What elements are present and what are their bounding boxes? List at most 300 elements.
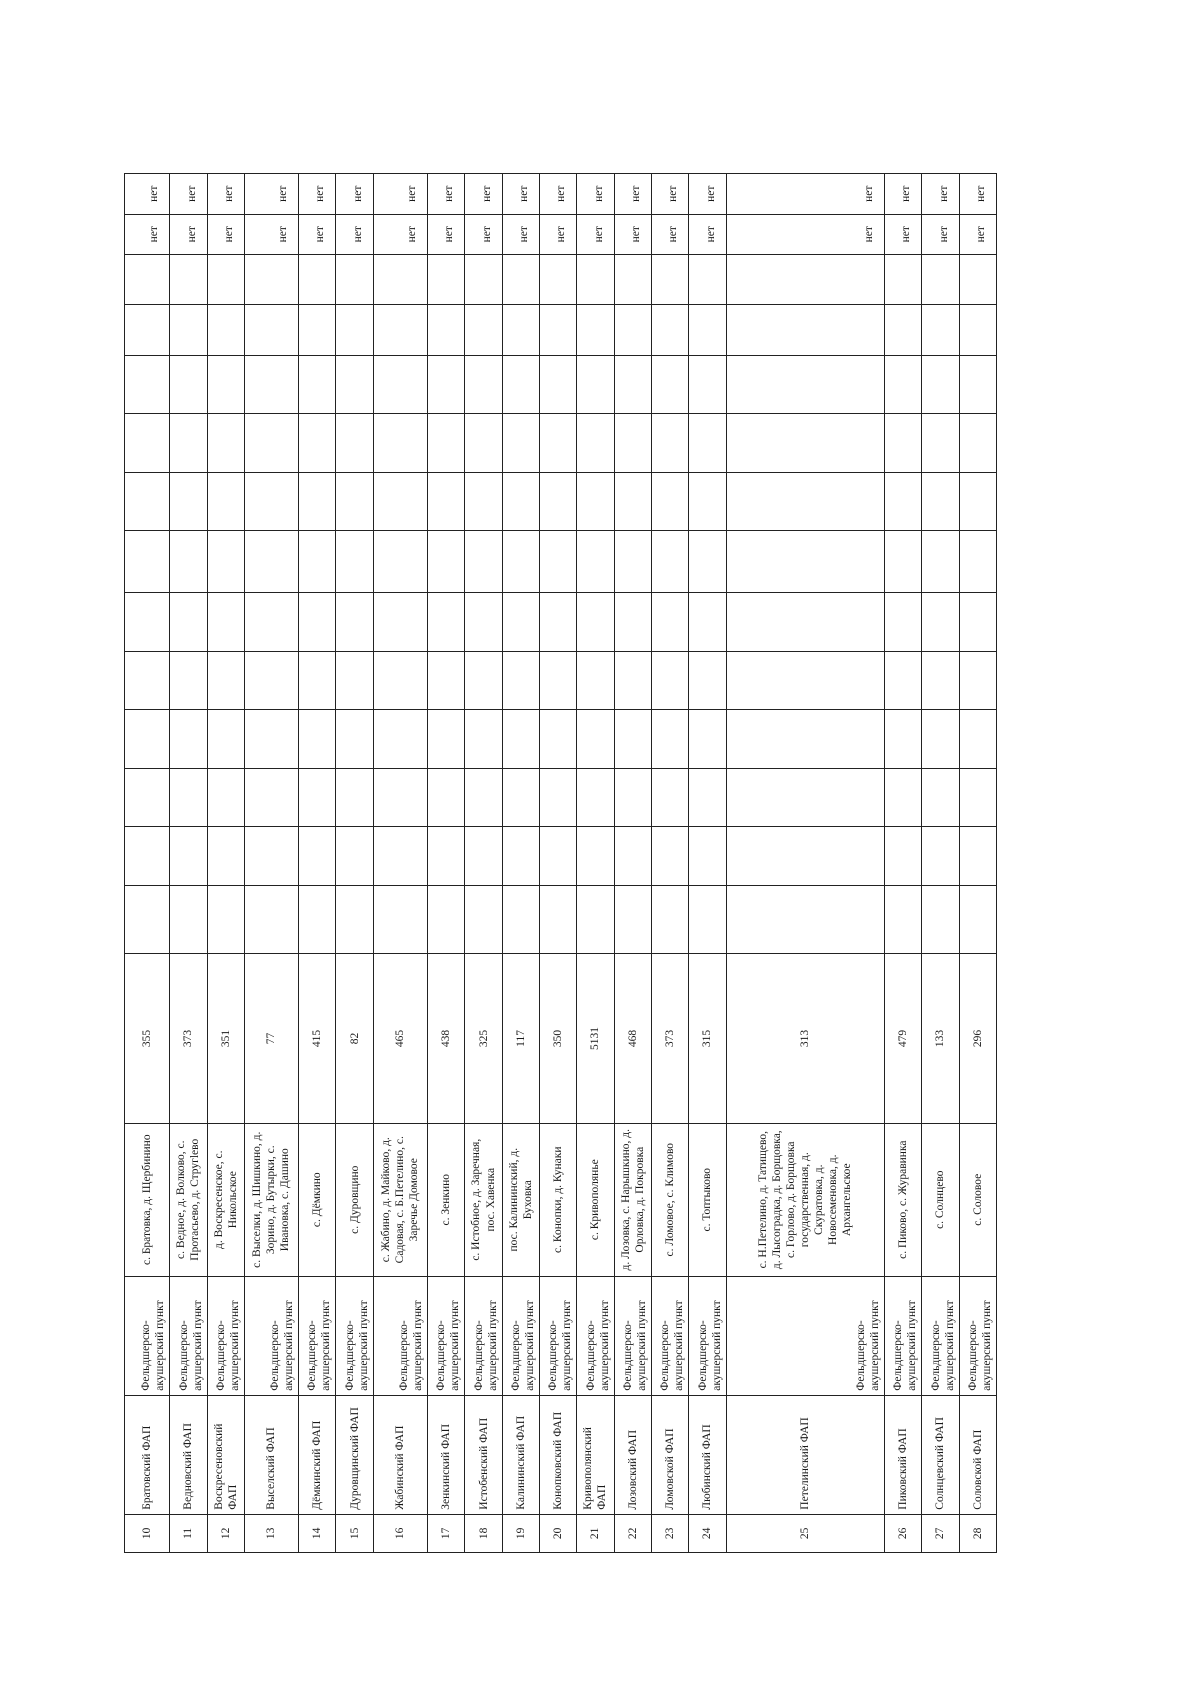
- availability-cell: нет: [373, 174, 427, 215]
- row-number-cell: 15: [336, 1514, 373, 1552]
- empty-cell: [299, 254, 336, 304]
- empty-cell: [726, 651, 884, 709]
- empty-cell: [428, 472, 465, 530]
- empty-cell: [170, 710, 207, 768]
- empty-cell: [465, 885, 502, 954]
- empty-cell: [959, 827, 996, 885]
- empty-cell: [577, 305, 614, 355]
- empty-cell: [125, 254, 170, 304]
- row-number-cell: 19: [502, 1514, 539, 1552]
- empty-cell: [465, 827, 502, 885]
- empty-cell: [689, 414, 726, 472]
- empty-cell: [373, 355, 427, 413]
- row-number-cell: 14: [299, 1514, 336, 1552]
- table-body: [125, 174, 997, 1553]
- empty-cell: [689, 710, 726, 768]
- empty-cell: [336, 768, 373, 826]
- population-cell: 415: [299, 954, 336, 1123]
- availability-cell: нет: [299, 174, 336, 215]
- empty-cell: [540, 768, 577, 826]
- empty-cell: [299, 414, 336, 472]
- empty-cell: [125, 885, 170, 954]
- empty-cell: [299, 472, 336, 530]
- empty-cell: [959, 710, 996, 768]
- availability-cell: нет: [651, 214, 688, 254]
- empty-cell: [922, 885, 959, 954]
- empty-cell: [689, 827, 726, 885]
- table-row: [465, 174, 502, 1553]
- empty-cell: [299, 355, 336, 413]
- empty-cell: [373, 472, 427, 530]
- empty-cell: [614, 827, 651, 885]
- facility-type-cell: Фельдшерско-акушерский пункт: [689, 1276, 726, 1395]
- facility-type-cell: Фельдшерско-акушерский пункт: [884, 1276, 921, 1395]
- empty-cell: [336, 827, 373, 885]
- availability-cell: нет: [299, 214, 336, 254]
- row-number-cell: 27: [922, 1514, 959, 1552]
- empty-cell: [651, 768, 688, 826]
- served-settlements-cell: с. Дуровщино: [336, 1123, 373, 1276]
- facility-name-cell: Пиковский ФАП: [884, 1395, 921, 1514]
- availability-cell: нет: [207, 174, 244, 215]
- empty-cell: [884, 530, 921, 592]
- empty-cell: [577, 472, 614, 530]
- empty-cell: [922, 768, 959, 826]
- empty-cell: [502, 254, 539, 304]
- empty-cell: [502, 710, 539, 768]
- served-settlements-cell: с. Ломовое, с. Климово: [651, 1123, 688, 1276]
- facility-name-cell: Кривополянский ФАП: [577, 1395, 614, 1514]
- served-settlements-cell: с. Конопки, д. Кунаки: [540, 1123, 577, 1276]
- empty-cell: [207, 305, 244, 355]
- empty-cell: [884, 593, 921, 651]
- empty-cell: [244, 414, 298, 472]
- empty-cell: [244, 355, 298, 413]
- row-number-cell: 24: [689, 1514, 726, 1552]
- availability-cell: нет: [125, 214, 170, 254]
- empty-cell: [959, 885, 996, 954]
- empty-cell: [170, 414, 207, 472]
- empty-cell: [502, 593, 539, 651]
- availability-cell: нет: [428, 214, 465, 254]
- empty-cell: [884, 710, 921, 768]
- empty-cell: [465, 710, 502, 768]
- availability-cell: нет: [922, 174, 959, 215]
- table-row: [726, 174, 884, 1553]
- empty-cell: [299, 651, 336, 709]
- empty-cell: [299, 827, 336, 885]
- row-number-cell: 23: [651, 1514, 688, 1552]
- empty-cell: [726, 885, 884, 954]
- empty-cell: [336, 254, 373, 304]
- availability-cell: нет: [689, 214, 726, 254]
- facility-type-cell: Фельдшерско-акушерский пункт: [577, 1276, 614, 1395]
- empty-cell: [922, 254, 959, 304]
- empty-cell: [170, 254, 207, 304]
- empty-cell: [125, 710, 170, 768]
- row-number-cell: 16: [373, 1514, 427, 1552]
- empty-cell: [299, 768, 336, 826]
- facility-type-cell: Фельдшерско-акушерский пункт: [614, 1276, 651, 1395]
- facility-name-cell: Ведновский ФАП: [170, 1395, 207, 1514]
- served-settlements-cell: с. Ведное, д. Волково, с. Протасьево, д. Стругleво: [170, 1123, 207, 1276]
- empty-cell: [577, 768, 614, 826]
- facility-name-cell: Зенкинский ФАП: [428, 1395, 465, 1514]
- empty-cell: [207, 355, 244, 413]
- empty-cell: [428, 593, 465, 651]
- table-row: [170, 174, 207, 1553]
- availability-cell: нет: [884, 214, 921, 254]
- facility-name-cell: Солнцевский ФАП: [922, 1395, 959, 1514]
- empty-cell: [207, 414, 244, 472]
- facility-name-cell: Петелинский ФАП: [726, 1395, 884, 1514]
- table-row: [299, 174, 336, 1553]
- availability-cell: нет: [428, 174, 465, 215]
- table-row: [614, 174, 651, 1553]
- empty-cell: [726, 355, 884, 413]
- facility-type-cell: Фельдшерско-акушерский пункт: [170, 1276, 207, 1395]
- availability-cell: нет: [577, 174, 614, 215]
- empty-cell: [959, 305, 996, 355]
- empty-cell: [465, 254, 502, 304]
- empty-cell: [959, 254, 996, 304]
- empty-cell: [244, 593, 298, 651]
- facility-name-cell: Истобенский ФАП: [465, 1395, 502, 1514]
- empty-cell: [299, 305, 336, 355]
- row-number-cell: 26: [884, 1514, 921, 1552]
- population-cell: 117: [502, 954, 539, 1123]
- facility-type-cell: Фельдшерско-акушерский пункт: [428, 1276, 465, 1395]
- empty-cell: [726, 827, 884, 885]
- empty-cell: [577, 254, 614, 304]
- empty-cell: [959, 414, 996, 472]
- facility-type-cell: Фельдшерско-акушерский пункт: [502, 1276, 539, 1395]
- empty-cell: [428, 254, 465, 304]
- empty-cell: [689, 355, 726, 413]
- availability-cell: нет: [726, 174, 884, 215]
- empty-cell: [170, 305, 207, 355]
- rotated-page-content: [124, 173, 997, 1553]
- empty-cell: [726, 472, 884, 530]
- empty-cell: [726, 414, 884, 472]
- empty-cell: [125, 414, 170, 472]
- empty-cell: [373, 768, 427, 826]
- empty-cell: [125, 305, 170, 355]
- empty-cell: [540, 710, 577, 768]
- empty-cell: [884, 651, 921, 709]
- empty-cell: [170, 651, 207, 709]
- empty-cell: [125, 593, 170, 651]
- empty-cell: [959, 651, 996, 709]
- served-settlements-cell: с. Солнцево: [922, 1123, 959, 1276]
- table-row: [540, 174, 577, 1553]
- empty-cell: [922, 305, 959, 355]
- empty-cell: [540, 593, 577, 651]
- facility-type-cell: Фельдшерско-акушерский пункт: [922, 1276, 959, 1395]
- empty-cell: [540, 530, 577, 592]
- empty-cell: [428, 651, 465, 709]
- facility-type-cell: Фельдшерско-акушерский пункт: [540, 1276, 577, 1395]
- empty-cell: [336, 710, 373, 768]
- empty-cell: [502, 530, 539, 592]
- availability-cell: нет: [540, 214, 577, 254]
- table-row: [373, 174, 427, 1553]
- empty-cell: [959, 593, 996, 651]
- empty-cell: [207, 651, 244, 709]
- row-number-cell: 20: [540, 1514, 577, 1552]
- empty-cell: [170, 530, 207, 592]
- empty-cell: [689, 593, 726, 651]
- empty-cell: [465, 651, 502, 709]
- empty-cell: [336, 414, 373, 472]
- empty-cell: [726, 254, 884, 304]
- empty-cell: [244, 710, 298, 768]
- availability-cell: нет: [502, 174, 539, 215]
- empty-cell: [651, 651, 688, 709]
- empty-cell: [922, 472, 959, 530]
- empty-cell: [373, 651, 427, 709]
- row-number-cell: 25: [726, 1514, 884, 1552]
- facility-type-cell: Фельдшерско-акушерский пункт: [651, 1276, 688, 1395]
- table-row: [125, 174, 170, 1553]
- row-number-cell: 17: [428, 1514, 465, 1552]
- empty-cell: [428, 827, 465, 885]
- served-settlements-cell: с. Зенкино: [428, 1123, 465, 1276]
- table-row: [922, 174, 959, 1553]
- facility-name-cell: Лозовский ФАП: [614, 1395, 651, 1514]
- empty-cell: [125, 530, 170, 592]
- empty-cell: [244, 827, 298, 885]
- empty-cell: [651, 414, 688, 472]
- empty-cell: [922, 593, 959, 651]
- facility-name-cell: Дёмкинский ФАП: [299, 1395, 336, 1514]
- availability-cell: нет: [336, 174, 373, 215]
- empty-cell: [884, 885, 921, 954]
- empty-cell: [614, 254, 651, 304]
- empty-cell: [614, 710, 651, 768]
- empty-cell: [577, 530, 614, 592]
- empty-cell: [465, 305, 502, 355]
- empty-cell: [651, 827, 688, 885]
- population-cell: 77: [244, 954, 298, 1123]
- facility-type-cell: Фельдшерско-акушерский пункт: [244, 1276, 298, 1395]
- empty-cell: [207, 710, 244, 768]
- availability-cell: нет: [614, 174, 651, 215]
- empty-cell: [689, 885, 726, 954]
- population-cell: 479: [884, 954, 921, 1123]
- facility-type-cell: Фельдшерско-акушерский пункт: [373, 1276, 427, 1395]
- facility-name-cell: Конопковский ФАП: [540, 1395, 577, 1514]
- empty-cell: [373, 827, 427, 885]
- empty-cell: [651, 305, 688, 355]
- availability-cell: нет: [502, 214, 539, 254]
- empty-cell: [922, 827, 959, 885]
- empty-cell: [244, 768, 298, 826]
- empty-cell: [540, 827, 577, 885]
- facility-type-cell: Фельдшерско-акушерский пункт: [125, 1276, 170, 1395]
- empty-cell: [336, 472, 373, 530]
- empty-cell: [125, 472, 170, 530]
- empty-cell: [244, 651, 298, 709]
- row-number-cell: 28: [959, 1514, 996, 1552]
- empty-cell: [207, 827, 244, 885]
- empty-cell: [959, 355, 996, 413]
- facility-name-cell: Ломовской ФАП: [651, 1395, 688, 1514]
- empty-cell: [207, 254, 244, 304]
- availability-cell: нет: [614, 214, 651, 254]
- table-row: [577, 174, 614, 1553]
- availability-cell: нет: [540, 174, 577, 215]
- availability-cell: нет: [207, 214, 244, 254]
- empty-cell: [428, 885, 465, 954]
- empty-cell: [922, 710, 959, 768]
- empty-cell: [614, 355, 651, 413]
- empty-cell: [244, 254, 298, 304]
- empty-cell: [299, 885, 336, 954]
- empty-cell: [299, 593, 336, 651]
- facility-type-cell: Фельдшерско-акушерский пункт: [299, 1276, 336, 1395]
- population-cell: 133: [922, 954, 959, 1123]
- empty-cell: [689, 768, 726, 826]
- empty-cell: [373, 305, 427, 355]
- row-number-cell: 10: [125, 1514, 170, 1552]
- empty-cell: [170, 827, 207, 885]
- empty-cell: [614, 768, 651, 826]
- empty-cell: [651, 472, 688, 530]
- row-number-cell: 11: [170, 1514, 207, 1552]
- empty-cell: [373, 710, 427, 768]
- empty-cell: [614, 651, 651, 709]
- row-number-cell: 13: [244, 1514, 298, 1552]
- availability-cell: нет: [244, 174, 298, 215]
- empty-cell: [689, 530, 726, 592]
- facility-name-cell: Воскресеновский ФАП: [207, 1395, 244, 1514]
- empty-cell: [502, 827, 539, 885]
- population-cell: 351: [207, 954, 244, 1123]
- empty-cell: [540, 651, 577, 709]
- served-settlements-cell: с. Пиково, с. Журавинка: [884, 1123, 921, 1276]
- table-row: [884, 174, 921, 1553]
- empty-cell: [577, 414, 614, 472]
- empty-cell: [373, 885, 427, 954]
- availability-cell: нет: [651, 174, 688, 215]
- empty-cell: [336, 885, 373, 954]
- served-settlements-cell: д. Воскресенское, с. Никольское: [207, 1123, 244, 1276]
- empty-cell: [884, 414, 921, 472]
- empty-cell: [428, 355, 465, 413]
- empty-cell: [922, 530, 959, 592]
- served-settlements-cell: с. Братовка, д. Щербинино: [125, 1123, 170, 1276]
- facility-name-cell: Выселский ФАП: [244, 1395, 298, 1514]
- facility-type-cell: Фельдшерско-акушерский пункт: [336, 1276, 373, 1395]
- facility-name-cell: Жабинский ФАП: [373, 1395, 427, 1514]
- empty-cell: [614, 530, 651, 592]
- empty-cell: [689, 651, 726, 709]
- empty-cell: [577, 593, 614, 651]
- empty-cell: [922, 414, 959, 472]
- empty-cell: [170, 885, 207, 954]
- population-cell: 373: [651, 954, 688, 1123]
- empty-cell: [726, 593, 884, 651]
- availability-cell: нет: [922, 214, 959, 254]
- empty-cell: [336, 593, 373, 651]
- empty-cell: [651, 885, 688, 954]
- served-settlements-cell: д. Лозовка, с. Нарышкино, д. Орловка, д. Покровка: [614, 1123, 651, 1276]
- facility-type-cell: Фельдшерско-акушерский пункт: [207, 1276, 244, 1395]
- empty-cell: [125, 355, 170, 413]
- empty-cell: [502, 305, 539, 355]
- empty-cell: [207, 593, 244, 651]
- empty-cell: [170, 472, 207, 530]
- availability-cell: нет: [465, 174, 502, 215]
- empty-cell: [689, 472, 726, 530]
- empty-cell: [689, 254, 726, 304]
- population-cell: 325: [465, 954, 502, 1123]
- availability-cell: нет: [465, 214, 502, 254]
- empty-cell: [465, 414, 502, 472]
- empty-cell: [299, 530, 336, 592]
- empty-cell: [577, 827, 614, 885]
- table-row: [207, 174, 244, 1553]
- served-settlements-cell: с. Жабино, д. Майково, д. Садовая, с. Б.Петелино, с. Заречье Домовое: [373, 1123, 427, 1276]
- empty-cell: [336, 305, 373, 355]
- facilities-table: [124, 173, 997, 1553]
- empty-cell: [651, 530, 688, 592]
- empty-cell: [540, 472, 577, 530]
- row-number-cell: 21: [577, 1514, 614, 1552]
- availability-cell: нет: [170, 214, 207, 254]
- availability-cell: нет: [884, 174, 921, 215]
- empty-cell: [884, 254, 921, 304]
- empty-cell: [884, 305, 921, 355]
- availability-cell: нет: [125, 174, 170, 215]
- empty-cell: [502, 472, 539, 530]
- row-number-cell: 22: [614, 1514, 651, 1552]
- availability-cell: нет: [726, 214, 884, 254]
- empty-cell: [959, 768, 996, 826]
- empty-cell: [614, 414, 651, 472]
- table-row: [428, 174, 465, 1553]
- empty-cell: [884, 355, 921, 413]
- empty-cell: [922, 355, 959, 413]
- population-cell: 315: [689, 954, 726, 1123]
- empty-cell: [502, 768, 539, 826]
- empty-cell: [884, 768, 921, 826]
- row-number-cell: 12: [207, 1514, 244, 1552]
- empty-cell: [614, 593, 651, 651]
- empty-cell: [207, 768, 244, 826]
- availability-cell: нет: [959, 174, 996, 215]
- empty-cell: [726, 530, 884, 592]
- availability-cell: нет: [577, 214, 614, 254]
- empty-cell: [540, 414, 577, 472]
- empty-cell: [170, 593, 207, 651]
- facility-type-cell: Фельдшерско-акушерский пункт: [465, 1276, 502, 1395]
- empty-cell: [336, 651, 373, 709]
- empty-cell: [373, 414, 427, 472]
- availability-cell: нет: [170, 174, 207, 215]
- empty-cell: [465, 355, 502, 413]
- table-row: [244, 174, 298, 1553]
- served-settlements-cell: с. Истобное, д. Заречная, пос. Хавенка: [465, 1123, 502, 1276]
- empty-cell: [651, 710, 688, 768]
- empty-cell: [428, 710, 465, 768]
- empty-cell: [373, 530, 427, 592]
- population-cell: 373: [170, 954, 207, 1123]
- empty-cell: [244, 885, 298, 954]
- empty-cell: [299, 710, 336, 768]
- empty-cell: [651, 355, 688, 413]
